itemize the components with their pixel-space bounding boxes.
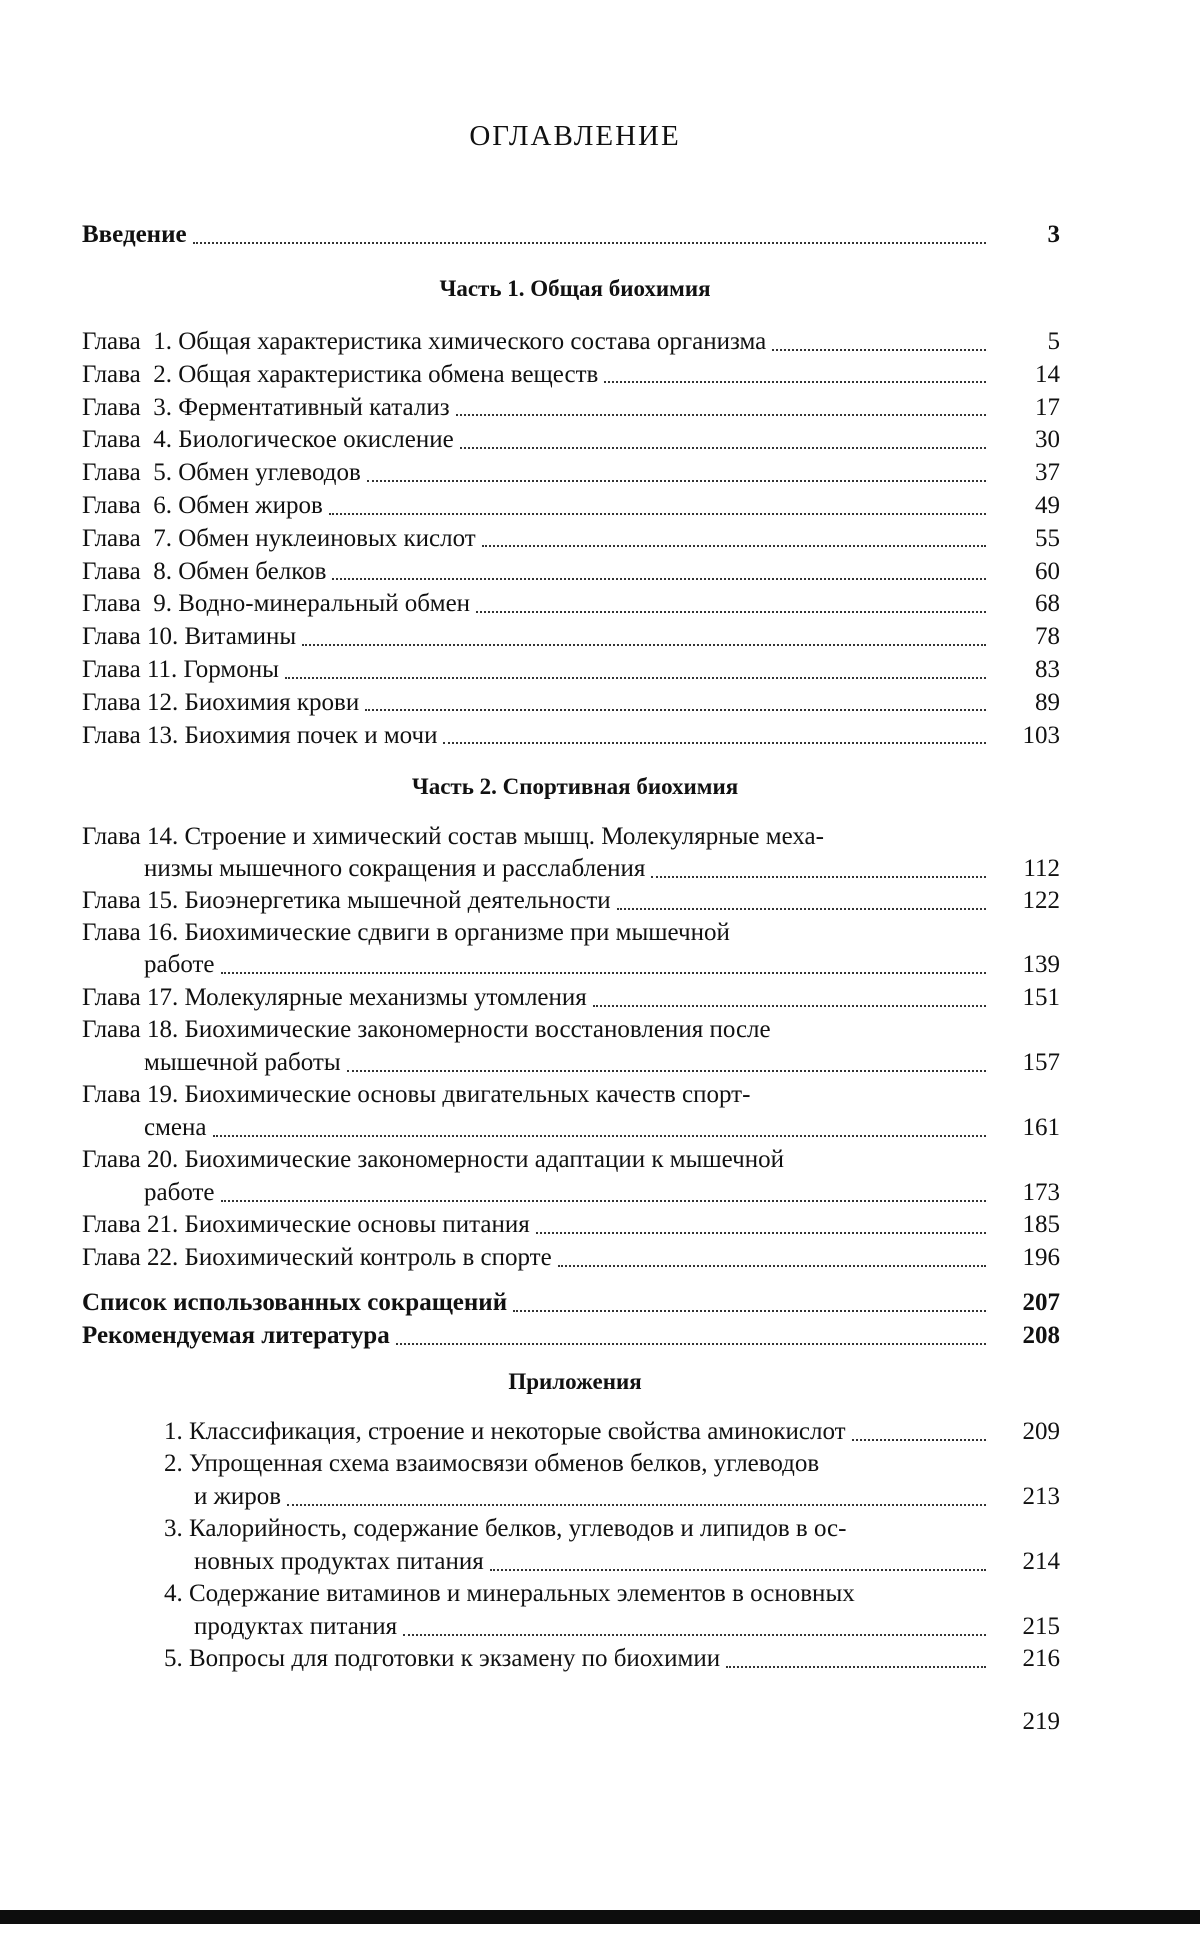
appendix-entry[interactable] — [194, 1610, 1060, 1643]
entry-page: 151 — [1022, 984, 1060, 1011]
chapter-number: Глава 2. — [82, 360, 172, 388]
appendix-entry[interactable] — [164, 1415, 1060, 1448]
dot-leader — [302, 642, 986, 646]
appendices-heading: Приложения — [508, 1369, 642, 1394]
dot-leader — [221, 1198, 986, 1202]
dot-leader — [285, 675, 986, 679]
chapter-number: Глава 8. — [82, 557, 172, 585]
entry-title: 1. Классификация, строение и некоторые свойства аминокислот — [164, 1418, 846, 1445]
toc-entry-line1: Глава 20. Биохимические закономерности адаптации к мышечной — [82, 1146, 784, 1173]
dot-leader — [558, 1263, 986, 1267]
entry-page: 83 — [1035, 656, 1060, 683]
chapter-number: Глава 11. — [82, 656, 178, 683]
dot-leader — [513, 1308, 986, 1312]
part1-heading: Часть 1. Общая биохимия — [439, 276, 711, 301]
toc-entry-line1: Глава 19. Биохимические основы двигательных качеств спорт- — [82, 1081, 751, 1108]
entry-title: Обмен жиров — [171, 492, 323, 519]
dot-leader — [332, 576, 986, 580]
appendix-line1: 4. Содержание витаминов и минеральных элементов в основных — [164, 1580, 855, 1607]
toc-entry-line1: Глава 18. Биохимические закономерности восстановления после — [82, 1016, 771, 1043]
toc-entry[interactable] — [144, 852, 1060, 885]
entry-page: 213 — [1022, 1483, 1060, 1510]
bottom-rule — [0, 1910, 1200, 1924]
entry-title: Глава 17. Молекулярные механизмы утомления — [82, 984, 587, 1011]
toc-entry[interactable] — [144, 1111, 1060, 1144]
entry-page: 78 — [1035, 623, 1060, 651]
entry-title: Общая характеристика обмена веществ — [171, 360, 599, 388]
entry-page: 139 — [1022, 951, 1060, 978]
entry-title: Обмен белков — [171, 557, 327, 585]
toc-entry[interactable] — [82, 489, 1060, 522]
toc-entry[interactable] — [82, 719, 1060, 752]
entry-title: Биохимия почек и мочи — [178, 721, 438, 749]
entry-page: 37 — [1035, 459, 1060, 487]
chapter-number: Глава 13. — [82, 721, 179, 749]
toc-entry[interactable] — [82, 555, 1060, 588]
toc-entry[interactable] — [82, 653, 1060, 686]
toc-entry-intro[interactable] — [82, 218, 1060, 251]
entry-page: 214 — [1022, 1548, 1060, 1575]
entry-title: Биохимия крови — [178, 688, 360, 716]
dot-leader — [287, 1502, 986, 1506]
entry-page: 208 — [1022, 1322, 1060, 1349]
entry-page: 112 — [1023, 855, 1060, 882]
entry-title: Витамины — [178, 623, 297, 651]
toc-entry[interactable] — [82, 423, 1060, 456]
entry-title: Обмен углеводов — [171, 459, 361, 487]
dot-leader — [403, 1632, 986, 1636]
page-title: ОГЛАВЛЕНИЕ — [469, 120, 681, 152]
entry-page: 55 — [1035, 524, 1060, 552]
toc-entry[interactable] — [82, 686, 1060, 719]
dot-leader — [193, 240, 986, 244]
appendix-entry[interactable] — [164, 1642, 1060, 1675]
entry-title: Водно-минеральный обмен — [171, 590, 471, 618]
entry-title: Обмен нуклеиновых кислот — [171, 524, 476, 552]
entry-title: Гормоны — [177, 656, 279, 683]
toc-entry[interactable] — [82, 325, 1060, 358]
toc-entry[interactable] — [82, 620, 1060, 653]
toc-entry[interactable] — [82, 391, 1060, 424]
entry-page: 3 — [1047, 221, 1060, 248]
appendix-entry[interactable] — [194, 1480, 1060, 1513]
dot-leader — [460, 445, 986, 449]
entry-page: 161 — [1022, 1114, 1060, 1141]
toc-entry[interactable] — [144, 948, 1060, 981]
dot-leader — [347, 1068, 986, 1072]
toc-entry-line1: Глава 16. Биохимические сдвиги в организме при мышечной — [82, 919, 730, 946]
toc-entry[interactable] — [144, 1176, 1060, 1209]
entry-page: 5 — [1047, 328, 1060, 355]
entry-page: 216 — [1022, 1645, 1060, 1672]
entry-title: Список использованных сокращений — [82, 1289, 508, 1316]
dot-leader — [490, 1567, 986, 1571]
toc-entry[interactable] — [82, 358, 1060, 391]
page-number: 219 — [1022, 1708, 1060, 1735]
dot-leader — [536, 1230, 986, 1234]
entry-title: Глава 15. Биоэнергетика мышечной деятельности — [82, 887, 611, 914]
entry-page: 196 — [1022, 1244, 1060, 1271]
entry-page: 209 — [1022, 1418, 1060, 1445]
toc-entry[interactable] — [82, 1208, 1060, 1241]
dot-leader — [604, 379, 986, 383]
chapter-number: Глава 1. — [82, 328, 172, 355]
entry-page: 207 — [1022, 1289, 1060, 1316]
chapter-number: Глава 5. — [82, 459, 172, 487]
dot-leader — [365, 707, 986, 711]
appendix-entry[interactable] — [194, 1545, 1060, 1578]
dot-leader — [617, 906, 986, 910]
toc-entry[interactable] — [82, 456, 1060, 489]
entry-title: работе — [144, 1179, 215, 1206]
toc-entry[interactable] — [82, 522, 1060, 555]
part2-heading: Часть 2. Спортивная биохимия — [411, 774, 739, 799]
appendix-line1: 3. Калорийность, содержание белков, углеводов и липидов в ос- — [164, 1515, 847, 1542]
dot-leader — [593, 1003, 986, 1007]
entry-page: 122 — [1022, 887, 1060, 914]
chapter-number: Глава 9. — [82, 590, 172, 618]
dot-leader — [726, 1664, 986, 1668]
chapter-number: Глава 10. — [82, 623, 179, 651]
entry-page: 30 — [1035, 426, 1060, 454]
toc-entry[interactable] — [82, 981, 1060, 1014]
entry-page: 68 — [1035, 590, 1060, 618]
entry-title: Общая характеристика химического состава организма — [171, 328, 767, 355]
entry-page: 14 — [1035, 360, 1060, 388]
entry-page: 215 — [1022, 1613, 1060, 1640]
toc-entry[interactable] — [82, 587, 1060, 620]
entry-title: Глава 22. Биохимический контроль в спорте — [82, 1244, 552, 1271]
entry-title: смена — [144, 1114, 207, 1141]
dot-leader — [221, 970, 986, 974]
entry-title: продуктах питания — [194, 1613, 398, 1640]
entry-page: 60 — [1035, 557, 1060, 585]
entry-title: Биологическое окисление — [171, 426, 454, 454]
dot-leader — [482, 543, 986, 547]
entry-title: 5. Вопросы для подготовки к экзамену по биохимии — [164, 1645, 721, 1672]
entry-title: работе — [144, 951, 215, 978]
entry-page: 173 — [1022, 1179, 1060, 1206]
entry-title: Глава 21. Биохимические основы питания — [82, 1211, 530, 1238]
entry-page: 17 — [1035, 393, 1060, 421]
dot-leader — [772, 347, 986, 351]
dot-leader — [443, 740, 986, 744]
dot-leader — [396, 1341, 986, 1345]
toc-entry-abbreviations[interactable] — [82, 1286, 1060, 1319]
entry-title: и жиров — [194, 1483, 282, 1510]
entry-page: 49 — [1035, 492, 1060, 519]
chapter-number: Глава 3. — [82, 393, 172, 421]
entry-title: низмы мышечного сокращения и расслабления — [144, 855, 646, 882]
dot-leader — [367, 478, 986, 482]
dot-leader — [329, 511, 986, 515]
entry-page: 185 — [1022, 1211, 1060, 1238]
chapter-number: Глава 7. — [82, 524, 172, 552]
entry-title: Ферментативный катализ — [171, 393, 450, 421]
toc-entry-line1: Глава 14. Строение и химический состав мышц. Молекулярные меха- — [82, 823, 824, 850]
entry-page: 157 — [1022, 1049, 1060, 1076]
entry-title: Введение — [82, 221, 187, 248]
dot-leader — [456, 412, 986, 416]
chapter-number: Глава 12. — [82, 688, 179, 716]
toc-entry[interactable] — [82, 884, 1060, 917]
dot-leader — [651, 874, 986, 878]
toc-entry[interactable] — [82, 1241, 1060, 1274]
chapter-number: Глава 6. — [82, 492, 172, 519]
toc-entry[interactable] — [144, 1046, 1060, 1079]
entry-title: мышечной работы — [144, 1049, 341, 1076]
entry-page: 89 — [1035, 688, 1060, 716]
chapter-number: Глава 4. — [82, 426, 172, 454]
dot-leader — [852, 1437, 986, 1441]
dot-leader — [213, 1133, 987, 1137]
entry-page: 103 — [1022, 721, 1060, 749]
entry-title: Рекомендуемая литература — [82, 1322, 390, 1349]
appendix-line1: 2. Упрощенная схема взаимосвязи обменов белков, углеводов — [164, 1450, 820, 1477]
entry-title: новных продуктах питания — [194, 1548, 484, 1575]
toc-entry-literature[interactable] — [82, 1319, 1060, 1352]
dot-leader — [476, 609, 986, 613]
